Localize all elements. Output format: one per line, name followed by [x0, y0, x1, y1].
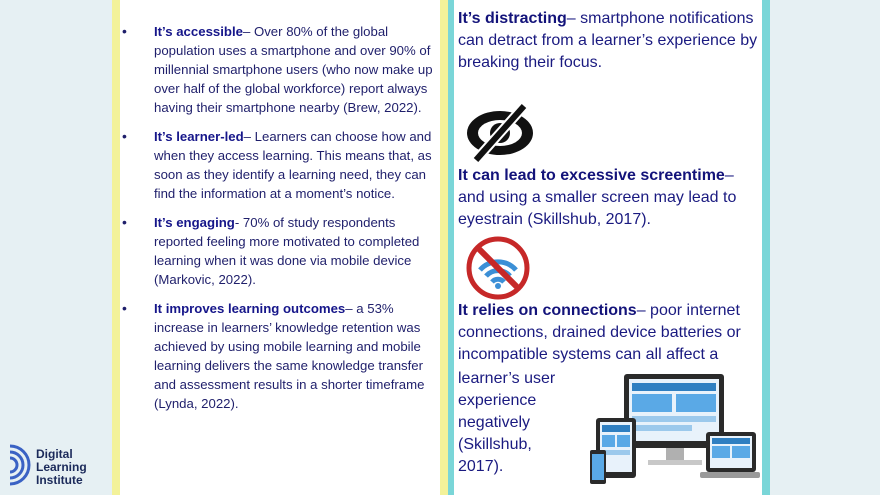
- middle-accent-strip: [440, 0, 448, 495]
- connections-block: It relies on connections– poor internet connections, drained device batteries or incompatible systems can all affect a: [458, 302, 741, 363]
- digital-learning-logo-icon: [8, 444, 34, 486]
- left-accent-strip: [112, 0, 120, 495]
- connections-continued: learner’s user experience negatively (Skillshub, 2017).: [458, 370, 556, 475]
- devices-illustration: [588, 372, 760, 490]
- list-item: • It’s learner-led– Learners can choose how and when they access learning. This means that, as soon as they identify a learning need, they can find the information at a moment’s notice.: [122, 128, 432, 201]
- screentime-block: It can lead to excessive screentime– and using a smaller screen may lead to eyestrain (Skillshub, 2017).: [458, 167, 737, 228]
- list-item: • It improves learning outcomes– a 53% increase in learners’ knowledge retention was achieved by using mobile learning and mobile learning delivers the same knowledge transfer and assessment results in a shorter timeframe (Lynda, 2022).: [122, 300, 425, 411]
- eye-slash-icon: [464, 100, 536, 164]
- logo-wordmark: Digital Learning Institute: [36, 447, 87, 487]
- distracting-block: It’s distracting– smartphone notifications can detract from a learner’s experience by breaking their focus.: [458, 10, 758, 71]
- list-item: • It’s engaging- 70% of study respondents reported feeling more motivated to completed learning when it was done via mobile device (Markovic, 2022).: [122, 214, 420, 287]
- benefits-list: [120, 22, 435, 423]
- no-wifi-icon: [466, 236, 530, 300]
- list-item: • It’s accessible– Over 80% of the global population uses a smartphone and over 90% of millennial smartphone users (who now make up over half of the global workforce) report always having their smartphone nearby (Brew, 2022).: [122, 23, 433, 115]
- right-accent-strip: [762, 0, 770, 495]
